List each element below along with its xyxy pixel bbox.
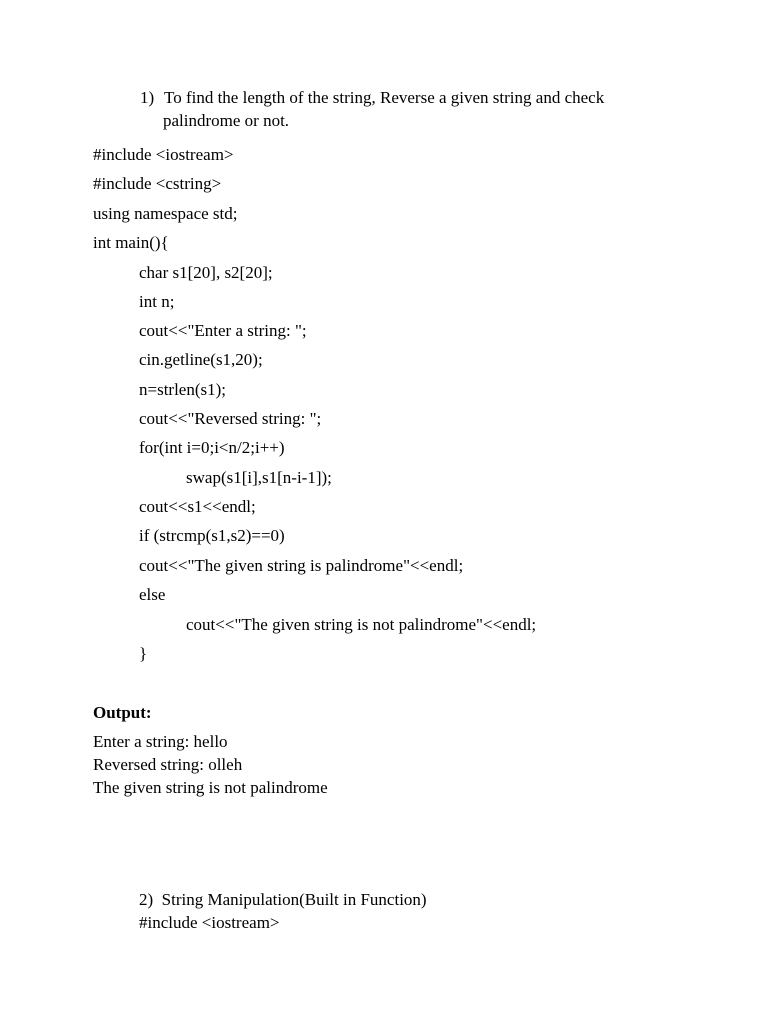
code-line: #include <iostream>	[93, 145, 234, 164]
code-line: cin.getline(s1,20);	[139, 350, 263, 369]
section-1-number: 1)	[140, 88, 155, 107]
code-line: if (strcmp(s1,s2)==0)	[139, 526, 285, 545]
section-2-heading: 2) String Manipulation(Built in Function)	[139, 890, 427, 909]
section-1-heading	[140, 86, 673, 132]
section-1-title-line-1: To find the length of the string, Reverse a given string and check	[164, 88, 605, 107]
code-line: n=strlen(s1);	[139, 380, 227, 399]
code-line: cout<<"The given string is palindrome"<<endl;	[139, 556, 464, 575]
code-line: #include <cstring>	[93, 174, 222, 193]
code-line: cout<<"Reversed string: ";	[139, 409, 322, 428]
output-line: Reversed string: olleh	[93, 755, 243, 774]
section-2-code-line: #include <iostream>	[139, 913, 280, 932]
code-line: cout<<"Enter a string: ";	[139, 321, 307, 340]
output-line: The given string is not palindrome	[93, 778, 328, 797]
output-line: Enter a string: hello	[93, 732, 228, 751]
code-line: swap(s1[i],s1[n-i-1]);	[186, 468, 332, 487]
code-line: char s1[20], s2[20];	[139, 263, 273, 282]
code-line: cout<<"The given string is not palindrome"<<endl;	[186, 615, 537, 634]
code-line: int main(){	[93, 233, 169, 252]
code-line: }	[139, 644, 148, 663]
code-line: using namespace std;	[93, 204, 238, 223]
code-line: else	[139, 585, 166, 604]
output-heading: Output:	[93, 703, 152, 722]
code-line: int n;	[139, 292, 175, 311]
code-line: cout<<s1<<endl;	[139, 497, 256, 516]
code-line: for(int i=0;i<n/2;i++)	[139, 438, 285, 457]
section-1-title-line-2: palindrome or not.	[163, 111, 290, 130]
